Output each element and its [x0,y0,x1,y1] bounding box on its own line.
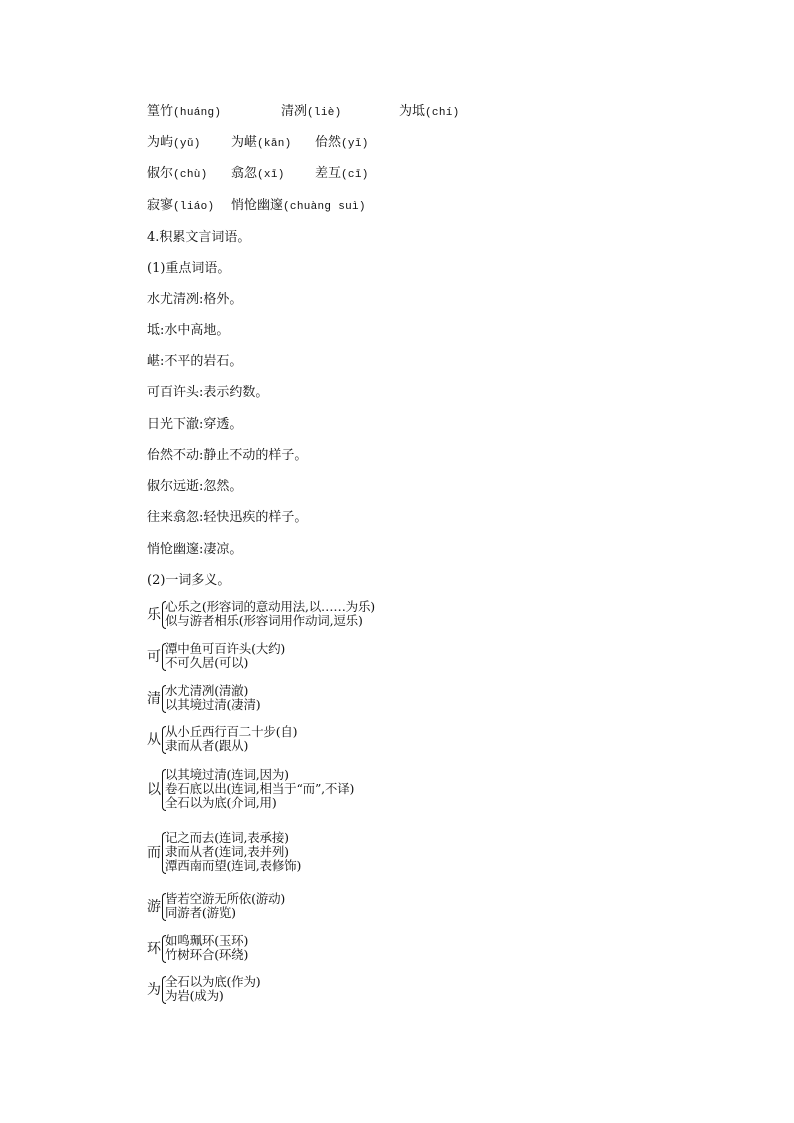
word: 差互 [315,166,342,181]
pinyin: (yǐ) [341,138,369,150]
word: 为嵁 [231,135,258,150]
polysemy-example: 如鸣珮环(玉环) [165,933,249,948]
polysemy-example: 全石以为底(作为) [165,974,261,989]
word: 翕忽 [231,166,258,181]
polysemy-char: 以 [147,782,161,798]
polysemy-char: 清 [147,691,161,707]
key-word-entry: 可百许头:表示约数。 [147,385,269,400]
subsection-heading: (1)重点词语。 [147,261,231,276]
section-heading: 4.积累文言词语。 [147,230,251,245]
polysemy-example: 心乐之(形容词的意动用法,以……为乐) [165,599,375,614]
polysemy-example: 卷石底以出(连词,相当于“而”,不译) [165,781,355,796]
polysemy-example: 皆若空游无所依(游动) [165,891,286,906]
key-word-entry: 俶尔远逝:忽然。 [147,479,243,494]
word: 悄怆幽邃 [231,198,284,213]
polysemy-char: 而 [147,845,161,861]
polysemy-example: 从小丘西行百二十步(自) [165,724,298,739]
polysemy-example: 竹树环合(环绕) [165,947,249,962]
polysemy-example: 潭西南而望(连词,表修饰) [165,858,302,873]
polysemy-example: 为岩(成为) [165,988,224,1003]
word: 寂寥 [147,198,174,213]
pinyin: (liáo) [173,201,215,213]
polysemy-example: 全石以为底(介词,用) [165,795,277,810]
polysemy-example: 同游者(游览) [165,905,236,920]
pronunciation-item [281,104,342,121]
pinyin: (yǔ) [173,138,201,150]
pinyin: (liè) [307,107,342,119]
pronunciation-item [147,198,214,215]
pinyin: (chù) [173,169,208,181]
pinyin: (xī) [257,169,285,181]
polysemy-example: 记之而去(连词,表承接) [165,830,289,845]
pinyin: (chuàng suì) [283,201,366,213]
polysemy-example: 以其境过清(凄清) [165,697,261,712]
polysemy-example: 水尤清冽(清澈) [165,683,249,698]
word: 为坻 [399,104,426,119]
pinyin: (huáng) [173,107,222,119]
pronunciation-item [399,104,460,121]
word: 佁然 [315,135,342,150]
pronunciation-item [231,166,285,183]
pronunciation-item [231,135,292,152]
key-word-entry: 水尤清冽:格外。 [147,292,243,307]
key-word-entry: 坻:水中高地。 [147,323,230,338]
pronunciation-item [147,104,221,121]
key-word-entry: 日光下澈:穿透。 [147,417,243,432]
polysemy-example: 以其境过清(连词,因为) [165,767,289,782]
key-word-entry: 佁然不动:静止不动的样子。 [147,448,308,463]
word: 为屿 [147,135,174,150]
key-word-entry: 悄怆幽邃:凄凉。 [147,542,243,557]
polysemy-char: 可 [147,649,161,665]
polysemy-example: 不可久居(可以) [165,655,249,670]
subsection-heading: (2)一词多义。 [147,573,231,588]
word: 俶尔 [147,166,174,181]
pronunciation-item [231,198,366,215]
polysemy-char: 环 [147,941,161,957]
polysemy-example: 隶而从者(连词,表并列) [165,844,289,859]
key-word-entry: 嵁:不平的岩石。 [147,354,243,369]
polysemy-char: 为 [147,982,161,998]
pronunciation-item [147,166,208,183]
key-word-entry: 往来翕忽:轻快迅疾的样子。 [147,510,308,525]
polysemy-example: 隶而从者(跟从) [165,738,249,753]
polysemy-example: 潭中鱼可百许头(大约) [165,641,286,656]
word: 清冽 [281,104,308,119]
pronunciation-item [315,135,369,152]
pronunciation-item [147,135,201,152]
pinyin: (chí) [425,107,460,119]
pronunciation-item [315,166,369,183]
pinyin: (kān) [257,138,292,150]
polysemy-char: 乐 [147,607,161,623]
word: 篁竹 [147,104,174,119]
pinyin: (cī) [341,169,369,181]
polysemy-char: 游 [147,899,161,915]
polysemy-char: 从 [147,732,161,748]
polysemy-example: 似与游者相乐(形容词用作动词,逗乐) [165,613,363,628]
